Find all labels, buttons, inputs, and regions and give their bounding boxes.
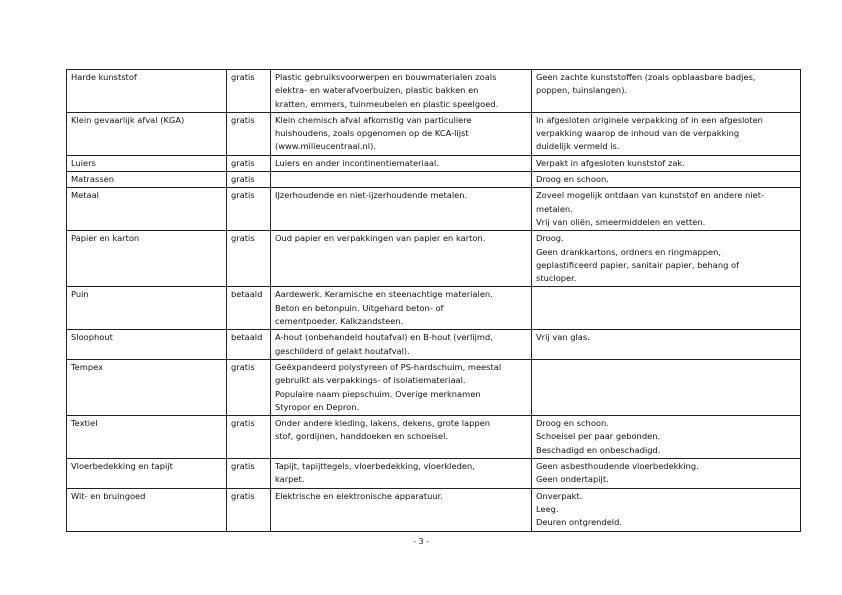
description-cell-line: stof, gordijnen, handdoeken en schoeisel. xyxy=(275,431,449,442)
cost-cell: gratis xyxy=(227,459,271,489)
description-cell xyxy=(271,70,532,113)
description-cell xyxy=(271,416,532,459)
conditions-cell-line: metalen. xyxy=(536,203,573,214)
conditions-cell-line: Zoveel mogelijk ontdaan van kunststof en andere niet- xyxy=(536,190,764,201)
table-row xyxy=(67,330,801,360)
cost-cell: gratis xyxy=(227,488,271,531)
page-number: - 3 - xyxy=(413,537,429,546)
conditions-cell-line: Geen zachte kunststoffen (zoals opblaasbare badjes, xyxy=(536,72,756,82)
conditions-cell xyxy=(532,459,801,489)
description-cell-line: Styropor en Depron. xyxy=(275,401,360,412)
description-cell xyxy=(271,459,532,489)
conditions-cell-line: stucloper. xyxy=(536,273,577,284)
description-cell-line: Klein chemisch afval afkomstig van particuliere xyxy=(275,114,472,125)
table-row xyxy=(67,172,801,188)
conditions-cell xyxy=(532,287,801,330)
description-cell-line: A-hout (onbehandeld houtafval) en B-hout (verlijmd, xyxy=(275,332,493,343)
conditions-cell-line: Droog en schoon. xyxy=(536,174,609,185)
conditions-cell-line: Geen ondertapijt. xyxy=(536,474,609,485)
category-cell: Luiers xyxy=(67,155,227,171)
conditions-cell-line: verpakking waarop de inhoud van de verpakking xyxy=(536,128,740,139)
description-cell xyxy=(271,287,532,330)
conditions-cell xyxy=(532,188,801,231)
table-row xyxy=(67,416,801,459)
conditions-cell-line: Droog. xyxy=(536,233,564,244)
conditions-cell-line: Schoeisel per paar gebonden. xyxy=(536,431,661,442)
category-cell: Puin xyxy=(67,287,227,330)
table-row xyxy=(67,70,801,113)
conditions-cell-line: In afgesloten originele verpakking of in een afgesloten xyxy=(536,114,763,125)
description-cell xyxy=(271,330,532,360)
cost-cell: gratis xyxy=(227,231,271,287)
table-row xyxy=(67,188,801,231)
category-cell: Tempex xyxy=(67,359,227,415)
description-cell xyxy=(271,112,532,155)
table-row xyxy=(67,231,801,287)
conditions-cell xyxy=(532,488,801,531)
conditions-cell-line: poppen, tuinslangen). xyxy=(536,85,628,96)
cost-cell: gratis xyxy=(227,70,271,113)
description-cell-line: Aardewerk. Keramische en steenachtige materialen. xyxy=(275,289,493,300)
category-cell: Vloerbedekking en tapijt xyxy=(67,459,227,489)
description-cell-line: IJzerhoudende en niet-ijzerhoudende metalen. xyxy=(275,190,468,201)
cost-cell: gratis xyxy=(227,172,271,188)
conditions-cell-line: Leeg. xyxy=(536,503,559,514)
description-cell-line: Onder andere kleding, lakens, dekens, grote lappen xyxy=(275,418,491,429)
description-cell-line: kratten, emmers, tuinmeubelen en plastic speelgoed. xyxy=(275,98,499,109)
category-cell: Harde kunststof xyxy=(67,70,227,113)
conditions-cell-line: Beschadigd en onbeschadigd. xyxy=(536,444,661,455)
description-cell-line: elektra- en waterafvoerbuizen, plastic bakken en xyxy=(275,85,479,96)
conditions-cell-line: Geen drankkartons, ordners en ringmappen, xyxy=(536,246,721,257)
cost-cell: gratis xyxy=(227,188,271,231)
table-row xyxy=(67,155,801,171)
conditions-cell xyxy=(532,359,801,415)
conditions-cell xyxy=(532,112,801,155)
conditions-cell xyxy=(532,70,801,113)
waste-categories-table xyxy=(66,69,801,532)
description-cell-line: Plastic gebruiksvoorwerpen en bouwmaterialen zoals xyxy=(275,72,497,82)
table-row xyxy=(67,488,801,531)
category-cell: Wit- en bruingoed xyxy=(67,488,227,531)
conditions-cell-line: Onverpakt. xyxy=(536,490,583,501)
description-cell-line: Geëxpandeerd polystyreen of PS-hardschuim, meestal xyxy=(275,361,502,372)
conditions-cell-line: Droog en schoon. xyxy=(536,418,609,429)
description-cell-line: huishoudens, zoals opgenomen op de KCA-lijst xyxy=(275,128,469,139)
conditions-cell-line: geplastificeerd papier, sanitair papier, behang of xyxy=(536,259,740,270)
table-row xyxy=(67,287,801,330)
conditions-cell-line: duidelijk vermeld is. xyxy=(536,141,620,152)
description-cell-line: Populaire naam piepschuim. Overige merknamen xyxy=(275,388,481,399)
description-cell xyxy=(271,188,532,231)
category-cell: Matrassen xyxy=(67,172,227,188)
table-body xyxy=(67,70,801,532)
category-cell: Textiel xyxy=(67,416,227,459)
conditions-cell xyxy=(532,416,801,459)
category-cell: Klein gevaarlijk afval (KGA) xyxy=(67,112,227,155)
conditions-cell-line: Verpakt in afgesloten kunststof zak. xyxy=(536,157,685,168)
table-row xyxy=(67,359,801,415)
cost-cell: gratis xyxy=(227,112,271,155)
description-cell xyxy=(271,155,532,171)
conditions-cell-line: Vrij van glas. xyxy=(536,332,590,343)
description-cell-line: karpet. xyxy=(275,474,305,485)
conditions-cell-line: Geen asbesthoudende vloerbedekking. xyxy=(536,461,699,472)
cost-cell: gratis xyxy=(227,359,271,415)
description-cell-line: (www.milieucentraal.nl). xyxy=(275,141,376,152)
description-cell-line: Oud papier en verpakkingen van papier en karton. xyxy=(275,233,486,244)
description-cell-line: Luiers en ander incontinentiemateriaal. xyxy=(275,157,439,168)
cost-cell: gratis xyxy=(227,155,271,171)
description-cell xyxy=(271,172,532,188)
category-cell: Papier en karton xyxy=(67,231,227,287)
cost-cell: gratis xyxy=(227,416,271,459)
description-cell-line: Beton en betonpuin. Uitgehard beton- of xyxy=(275,302,444,313)
category-cell: Metaal xyxy=(67,188,227,231)
conditions-cell-line: Vrij van oliën, smeermiddelen en vetten. xyxy=(536,216,706,227)
description-cell xyxy=(271,359,532,415)
table-row xyxy=(67,112,801,155)
cost-cell: betaald xyxy=(227,287,271,330)
description-cell-line: gebruikt als verpakkings- of isolatiemateriaal. xyxy=(275,375,466,386)
description-cell xyxy=(271,231,532,287)
table-row xyxy=(67,459,801,489)
conditions-cell-line: Deuren ontgrendeld. xyxy=(536,517,623,528)
description-cell-line: geschilderd of gelakt houtafval). xyxy=(275,345,410,356)
description-cell-line: cementpoeder. Kalkzandsteen. xyxy=(275,316,404,327)
description-cell-line: Tapijt, tapijttegels, vloerbedekking, vloerkleden, xyxy=(275,461,475,472)
conditions-cell xyxy=(532,231,801,287)
description-cell xyxy=(271,488,532,531)
category-cell: Sloophout xyxy=(67,330,227,360)
conditions-cell xyxy=(532,172,801,188)
cost-cell: betaald xyxy=(227,330,271,360)
conditions-cell xyxy=(532,330,801,360)
description-cell-line: Elektrische en elektronische apparatuur. xyxy=(275,490,443,501)
conditions-cell xyxy=(532,155,801,171)
